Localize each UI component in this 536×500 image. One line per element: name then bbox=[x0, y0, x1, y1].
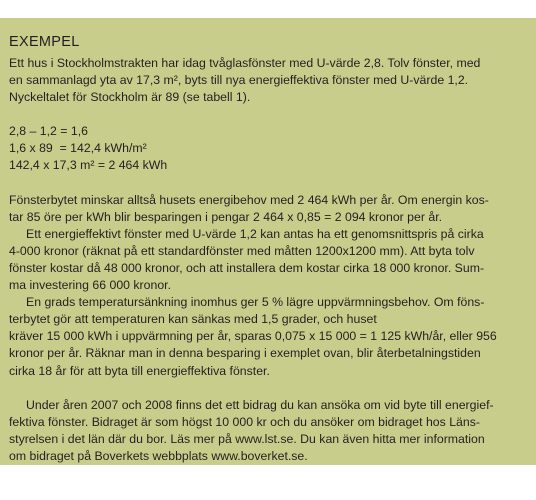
intro-paragraph bbox=[9, 55, 536, 106]
calculation-block bbox=[9, 123, 536, 174]
body-line: 4-000 kronor (räknat på ett standardfönster med måtten 1200x1200 mm). Att byta tolv bbox=[9, 243, 475, 258]
grant-line: fektiva fönster. Bidraget är som högst 10 000 kr och du ansöker om bidraget hos Läns- bbox=[9, 414, 480, 429]
calculation-line: 2,8 – 1,2 = 1,6 bbox=[9, 124, 88, 139]
grant-paragraph bbox=[9, 397, 536, 465]
example-heading: EXEMPEL bbox=[9, 34, 80, 50]
body-line: Fönsterbytet minskar alltså husets energibehov med 2 464 kWh per år. Om energin kos- bbox=[9, 192, 489, 207]
body-line: fönster kostar då 48 000 kronor, och att installera dem kostar cirka 18 000 kronor. Sum- bbox=[9, 260, 485, 275]
intro-line: Nyckeltalet för Stockholm är 89 (se tabell 1). bbox=[9, 90, 251, 105]
body-line: Ett energieffektivt fönster med U-värde 1,2 kan antas ha ett genomsnittspris på cirka bbox=[26, 226, 484, 241]
calculation-line: 142,4 x 17,3 m² = 2 464 kWh bbox=[9, 158, 168, 173]
calculation-line: 1,6 x 89 = 142,4 kWh/m² bbox=[9, 141, 147, 156]
grant-line: om bidraget på Boverkets webbplats www.boverket.se. bbox=[9, 448, 308, 463]
intro-line: Ett hus i Stockholmstrakten har idag tvåglasfönster med U-värde 2,8. Tolv fönster, med bbox=[9, 56, 481, 70]
grant-line: Under åren 2007 och 2008 finns det ett bidrag du kan ansöka om vid byte till energief- bbox=[26, 397, 494, 412]
body-line: kräver 15 000 kWh i uppvärmning per år, sparas 0,075 x 15 000 = 1 125 kWh/år, eller 956 bbox=[9, 329, 497, 344]
example-box bbox=[0, 18, 536, 465]
body-line: cirka 18 år för att byta till energieffektiva fönster. bbox=[9, 363, 270, 378]
grant-line: styrelsen i det län där du bor. Läs mer på www.lst.se. Du kan även hitta mer information bbox=[9, 431, 485, 446]
body-line: tar 85 öre per kWh blir besparingen i pengar 2 464 x 0,85 = 2 094 kronor per år. bbox=[9, 209, 443, 224]
body-line: En grads temperatursänkning inomhus ger 5 % lägre uppvärmningsbehov. Om föns- bbox=[26, 295, 485, 310]
body-line: terbytet gör att temperaturen kan sänkas med 1,5 grader, och huset bbox=[9, 312, 377, 327]
body-line: kronor per år. Räknar man in denna besparing i exemplet ovan, blir återbetalningstiden bbox=[9, 346, 481, 361]
body-paragraphs bbox=[9, 192, 536, 380]
body-line: ma investering 66 000 kronor. bbox=[9, 278, 172, 293]
intro-line: en sammanlagd yta av 17,3 m², byts till nya energieffektiva fönster med U-värde 1,2. bbox=[9, 73, 469, 88]
